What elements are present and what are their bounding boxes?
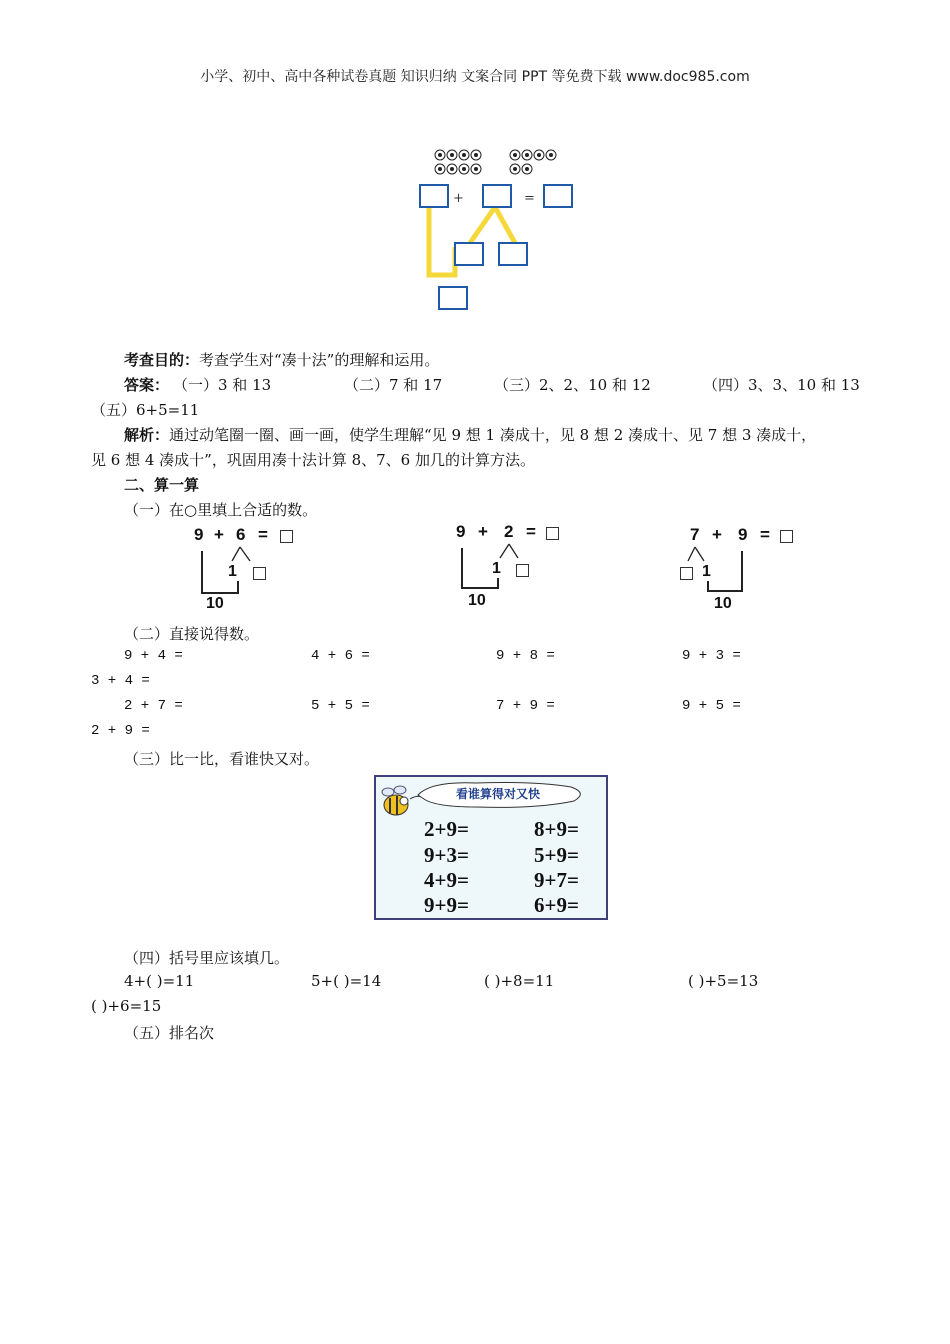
tree-3-equals: = [760, 525, 770, 544]
purpose-line [124, 349, 439, 370]
tree-3-op: + [712, 525, 722, 544]
oral-calc-3: 9 + 8 = [496, 648, 555, 664]
quiz-card [374, 775, 608, 920]
tree-1-equals: = [258, 525, 268, 544]
tree-3-addend-a: 7 [690, 525, 700, 544]
make-ten-tree-1 [190, 525, 310, 615]
answer-item-3: （三）2、2、10 和 12 [494, 376, 651, 394]
make-ten-diagram [415, 145, 585, 315]
tree-2-split: 1 [492, 560, 501, 577]
tree-3-ten: 10 [714, 595, 732, 612]
tree-3-split-box[interactable] [680, 567, 693, 580]
oral-calc-4: 9 + 3 = [682, 648, 741, 664]
plus-sign: + [453, 191, 464, 206]
purpose-text: 考查学生对“凑十法”的理解和运用。 [199, 351, 440, 369]
answer-item-4: （四）3、3、10 和 13 [703, 376, 860, 394]
question-5: （五）排名次 [124, 1024, 215, 1042]
equals-sign: = [524, 191, 535, 206]
tree-1-addend-b: 6 [236, 525, 246, 544]
oral-calc-8: 7 + 9 = [496, 698, 555, 714]
fill-blank-4[interactable]: ( )+5=13 [688, 972, 759, 990]
tree-3-addend-b: 9 [738, 525, 748, 544]
soccer-ball-group-left [435, 150, 481, 174]
connector-line-right [495, 207, 515, 243]
fill-blank-3[interactable]: ( )+8=11 [484, 972, 555, 990]
card-eq-right-3: 9+7= [534, 868, 579, 892]
oral-calc-1: 9 + 4 = [124, 648, 183, 664]
card-eq-left-4: 9+9= [424, 893, 469, 917]
page-header: 小学、初中、高中各种试卷真题 知识归纳 文案合同 PPT 等免费下载 www.doc985.com [200, 69, 750, 85]
analysis-text-2: 见 6 想 4 凑成十”，巩固用凑十法计算 8、7、6 加几的计算方法。 [91, 451, 535, 469]
tree-1-split-box[interactable] [253, 567, 266, 580]
oral-calc-10: 2 + 9 = [91, 723, 150, 739]
purpose-label: 考查目的： [124, 351, 200, 369]
tree-1-ten: 10 [206, 595, 224, 612]
card-eq-left-1: 2+9= [424, 817, 469, 841]
oral-calc-6: 2 + 7 = [124, 698, 183, 714]
card-banner: 看谁算得对又快 [456, 787, 541, 801]
connector-line-left [429, 207, 455, 275]
oral-calc-7: 5 + 5 = [311, 698, 370, 714]
tree-2-split-box[interactable] [516, 564, 529, 577]
analysis-label: 解析： [124, 426, 170, 444]
question-1: （一）在○里填上合适的数。 [124, 501, 318, 519]
tree-2-ten: 10 [468, 592, 486, 609]
fill-blank-1[interactable]: 4+( )=11 [124, 972, 195, 990]
card-eq-left-2: 9+3= [424, 843, 469, 867]
card-eq-right-1: 8+9= [534, 817, 579, 841]
tree-1-addend-a: 9 [194, 525, 204, 544]
answer-box-2[interactable] [483, 185, 511, 207]
answer-item-5: （五）6+5=11 [91, 401, 200, 419]
connector-line-mid [470, 207, 495, 243]
question-4: （四）括号里应该填几。 [124, 949, 290, 967]
card-eq-right-4: 6+9= [534, 893, 579, 917]
card-eq-left-3: 4+9= [424, 868, 469, 892]
answer-item-1: （一）3 和 13 [173, 376, 272, 394]
make-ten-tree-2 [454, 522, 574, 612]
fill-blank-2[interactable]: 5+( )=14 [311, 972, 382, 990]
question-2: （二）直接说得数。 [124, 625, 260, 643]
answer-box-5[interactable] [499, 243, 527, 265]
oral-calc-9: 9 + 5 = [682, 698, 741, 714]
section-2-title: 二、算一算 [124, 476, 200, 494]
soccer-ball-group-right [510, 150, 556, 174]
tree-2-op: + [478, 522, 488, 541]
tree-3-split: 1 [702, 563, 711, 580]
analysis-line-1 [124, 424, 816, 445]
answer-item-2: （二）7 和 17 [344, 376, 443, 394]
make-ten-tree-3 [678, 525, 808, 615]
answer-box-3[interactable] [544, 185, 572, 207]
tree-2-equals: = [526, 522, 536, 541]
tree-2-addend-b: 2 [504, 522, 514, 541]
tree-2-addend-a: 9 [456, 522, 466, 541]
oral-calc-5: 3 + 4 = [91, 673, 150, 689]
tree-1-split: 1 [228, 563, 237, 580]
answer-box-4[interactable] [455, 243, 483, 265]
analysis-text-1: 通过动笔圈一圈、画一画，使学生理解“见 9 想 1 凑成十，见 8 想 2 凑成十、见 7 想 3 凑成十， [169, 426, 817, 444]
answers-label: 答案： [124, 376, 170, 394]
card-eq-right-2: 5+9= [534, 843, 579, 867]
tree-3-lines [678, 525, 808, 615]
question-3: （三）比一比，看谁快又对。 [124, 750, 320, 768]
fill-blank-5[interactable]: ( )+6=15 [91, 997, 162, 1015]
answer-box-6[interactable] [439, 287, 467, 309]
tree-1-op: + [214, 525, 224, 544]
answer-box-1[interactable] [420, 185, 448, 207]
oral-calc-2: 4 + 6 = [311, 648, 370, 664]
